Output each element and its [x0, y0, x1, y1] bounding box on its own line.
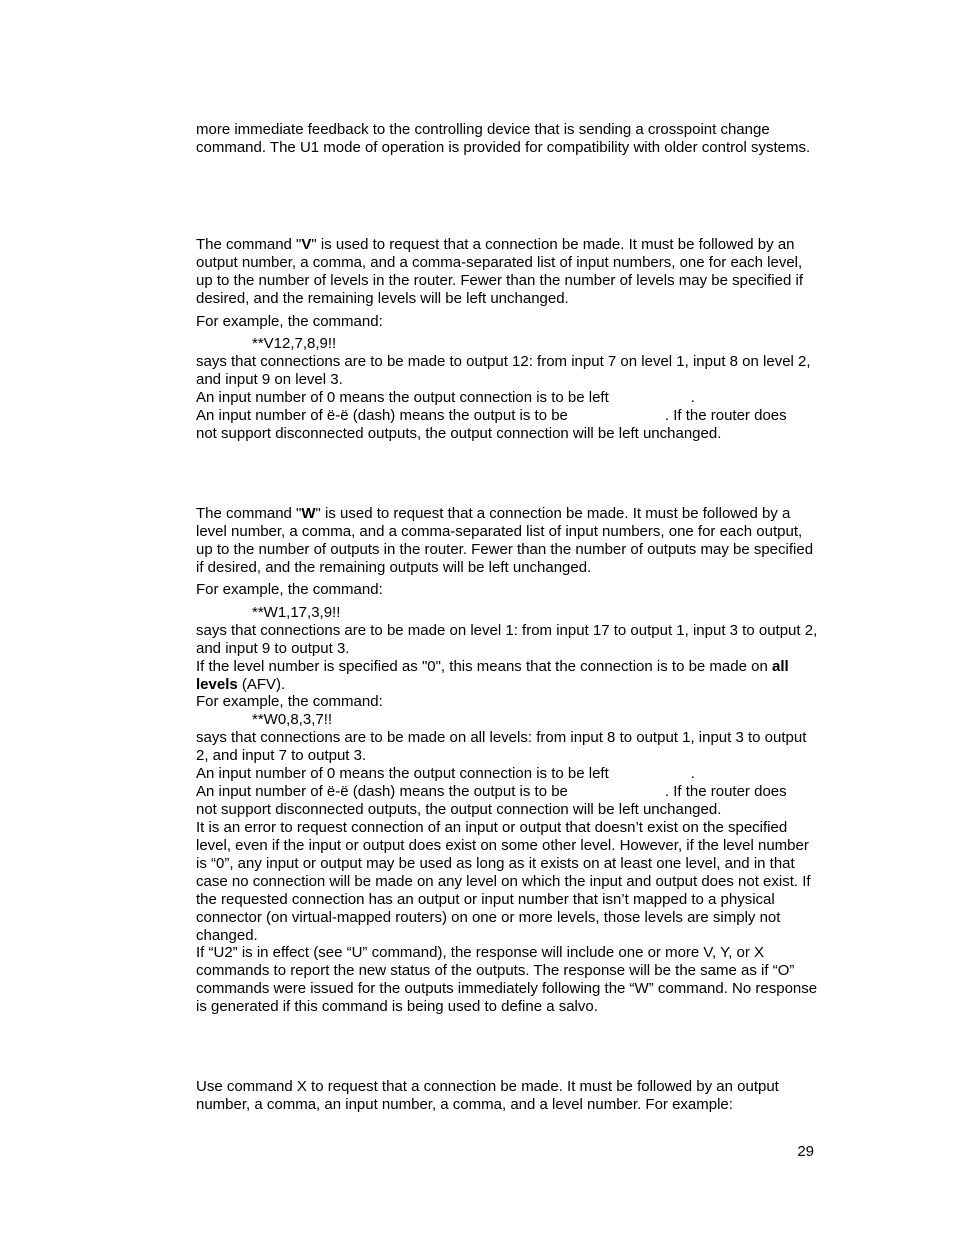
w-example2-description: says that connections are to be made on all levels: from input 8 to output 1, input 3 to output 2, and input 7 to output 3.: [196, 729, 807, 764]
w-example2-intro: For example, the command:: [196, 693, 383, 710]
page-number: 29: [797, 1143, 814, 1160]
w-example-code: **W1,17,3,9!!: [252, 604, 341, 621]
w-dash-note-text: An input number of ë-ë (dash) means the output is to be: [196, 783, 568, 800]
w-zero-note-text: An input number of 0 means the output connection is to be left: [196, 765, 609, 782]
w-command-letter: W: [301, 505, 316, 522]
w-desc-text-b: " is used to request that a connection be made. It must be followed by a level number, a comma, and a comma-separated list of input numbers, one for each output, up to the number of outputs in the router. Fewer than the number of outputs may be specified if desired, and the remaining outputs will be left unchanged.: [196, 505, 814, 576]
x-command-description: Use command X to request that a connection be made. It must be followed by an output number, a comma, an input number, a comma, and a level number. For example:: [196, 1078, 779, 1113]
w-command-description: [196, 505, 818, 577]
w-afv-text-b: (AFV).: [237, 676, 286, 693]
w-u2-paragraph: If “U2” is in effect (see “U” command), the response will include one or more V, Y, or X commands to report the new status of the outputs. The response will be the same as if “O” commands were issued for the outputs immediately following the “W” command. No response is generated if this command is being used to define a salvo.: [196, 944, 818, 1015]
v-dash-note-text: An input number of ë-ë (dash) means the output is to be: [196, 407, 568, 424]
v-example-code: **V12,7,8,9!!: [252, 335, 337, 352]
v-desc-text-a: The command ": [196, 236, 302, 253]
w-afv-bold: all levels: [196, 658, 789, 693]
w-zero-note-end: .: [690, 765, 695, 782]
w-dash-note-tail: . If the router does: [664, 783, 787, 800]
w-dash-note: [196, 783, 787, 801]
intro-paragraph: more immediate feedback to the controlling device that is sending a crosspoint change command. The U1 mode of operation is provided for compatibility with older control systems.: [196, 121, 811, 156]
v-command-description: [196, 236, 818, 308]
w-desc-text-a: The command ": [196, 505, 302, 522]
w-example-intro: For example, the command:: [196, 581, 383, 598]
v-zero-note-end: .: [690, 389, 695, 406]
v-command-letter: V: [301, 236, 312, 253]
w-zero-note: [196, 765, 695, 783]
v-zero-note: [196, 389, 695, 407]
w-example2-code: **W0,8,3,7!!: [252, 711, 333, 728]
v-dash-note-tail: . If the router does: [664, 407, 787, 424]
w-dash-note-continuation: not support disconnected outputs, the output connection will be left unchanged.: [196, 801, 722, 818]
w-example-description: says that connections are to be made on level 1: from input 17 to output 1, input 3 to output 2, and input 9 to output 3.: [196, 622, 818, 657]
w-afv-text-a: If the level number is specified as "0", this means that the connection is to be made on: [196, 658, 772, 675]
w-error-paragraph: It is an error to request connection of an input or output that doesn’t exist on the specified level, even if the input or output does exist on some other level. However, if the level number is “0”, any input or output may be used as long as it exists on at least one level, and in that case no connection will be made on any level on which the input and output does not exist. If the requested connection has an output or input number that isn’t mapped to a physical connector (on virtual-mapped routers) on one or more levels, those levels are simply not changed.: [196, 819, 811, 944]
w-afv-note: [196, 658, 818, 694]
v-example-description: says that connections are to be made to output 12: from input 7 on level 1, input 8 on level 2, and input 9 on level 3.: [196, 353, 811, 388]
v-desc-text-b: " is used to request that a connection be made. It must be followed by an output number, a comma, and a comma-separated list of input numbers, one for each level, up to the number of levels in the router. Fewer than the number of levels may be specified if desired, and the remaining levels will be left unchanged.: [196, 236, 803, 307]
v-zero-note-text: An input number of 0 means the output connection is to be left: [196, 389, 609, 406]
v-dash-note-continuation: not support disconnected outputs, the output connection will be left unchanged.: [196, 425, 722, 442]
v-example-intro: For example, the command:: [196, 313, 383, 330]
v-dash-note: [196, 407, 787, 425]
